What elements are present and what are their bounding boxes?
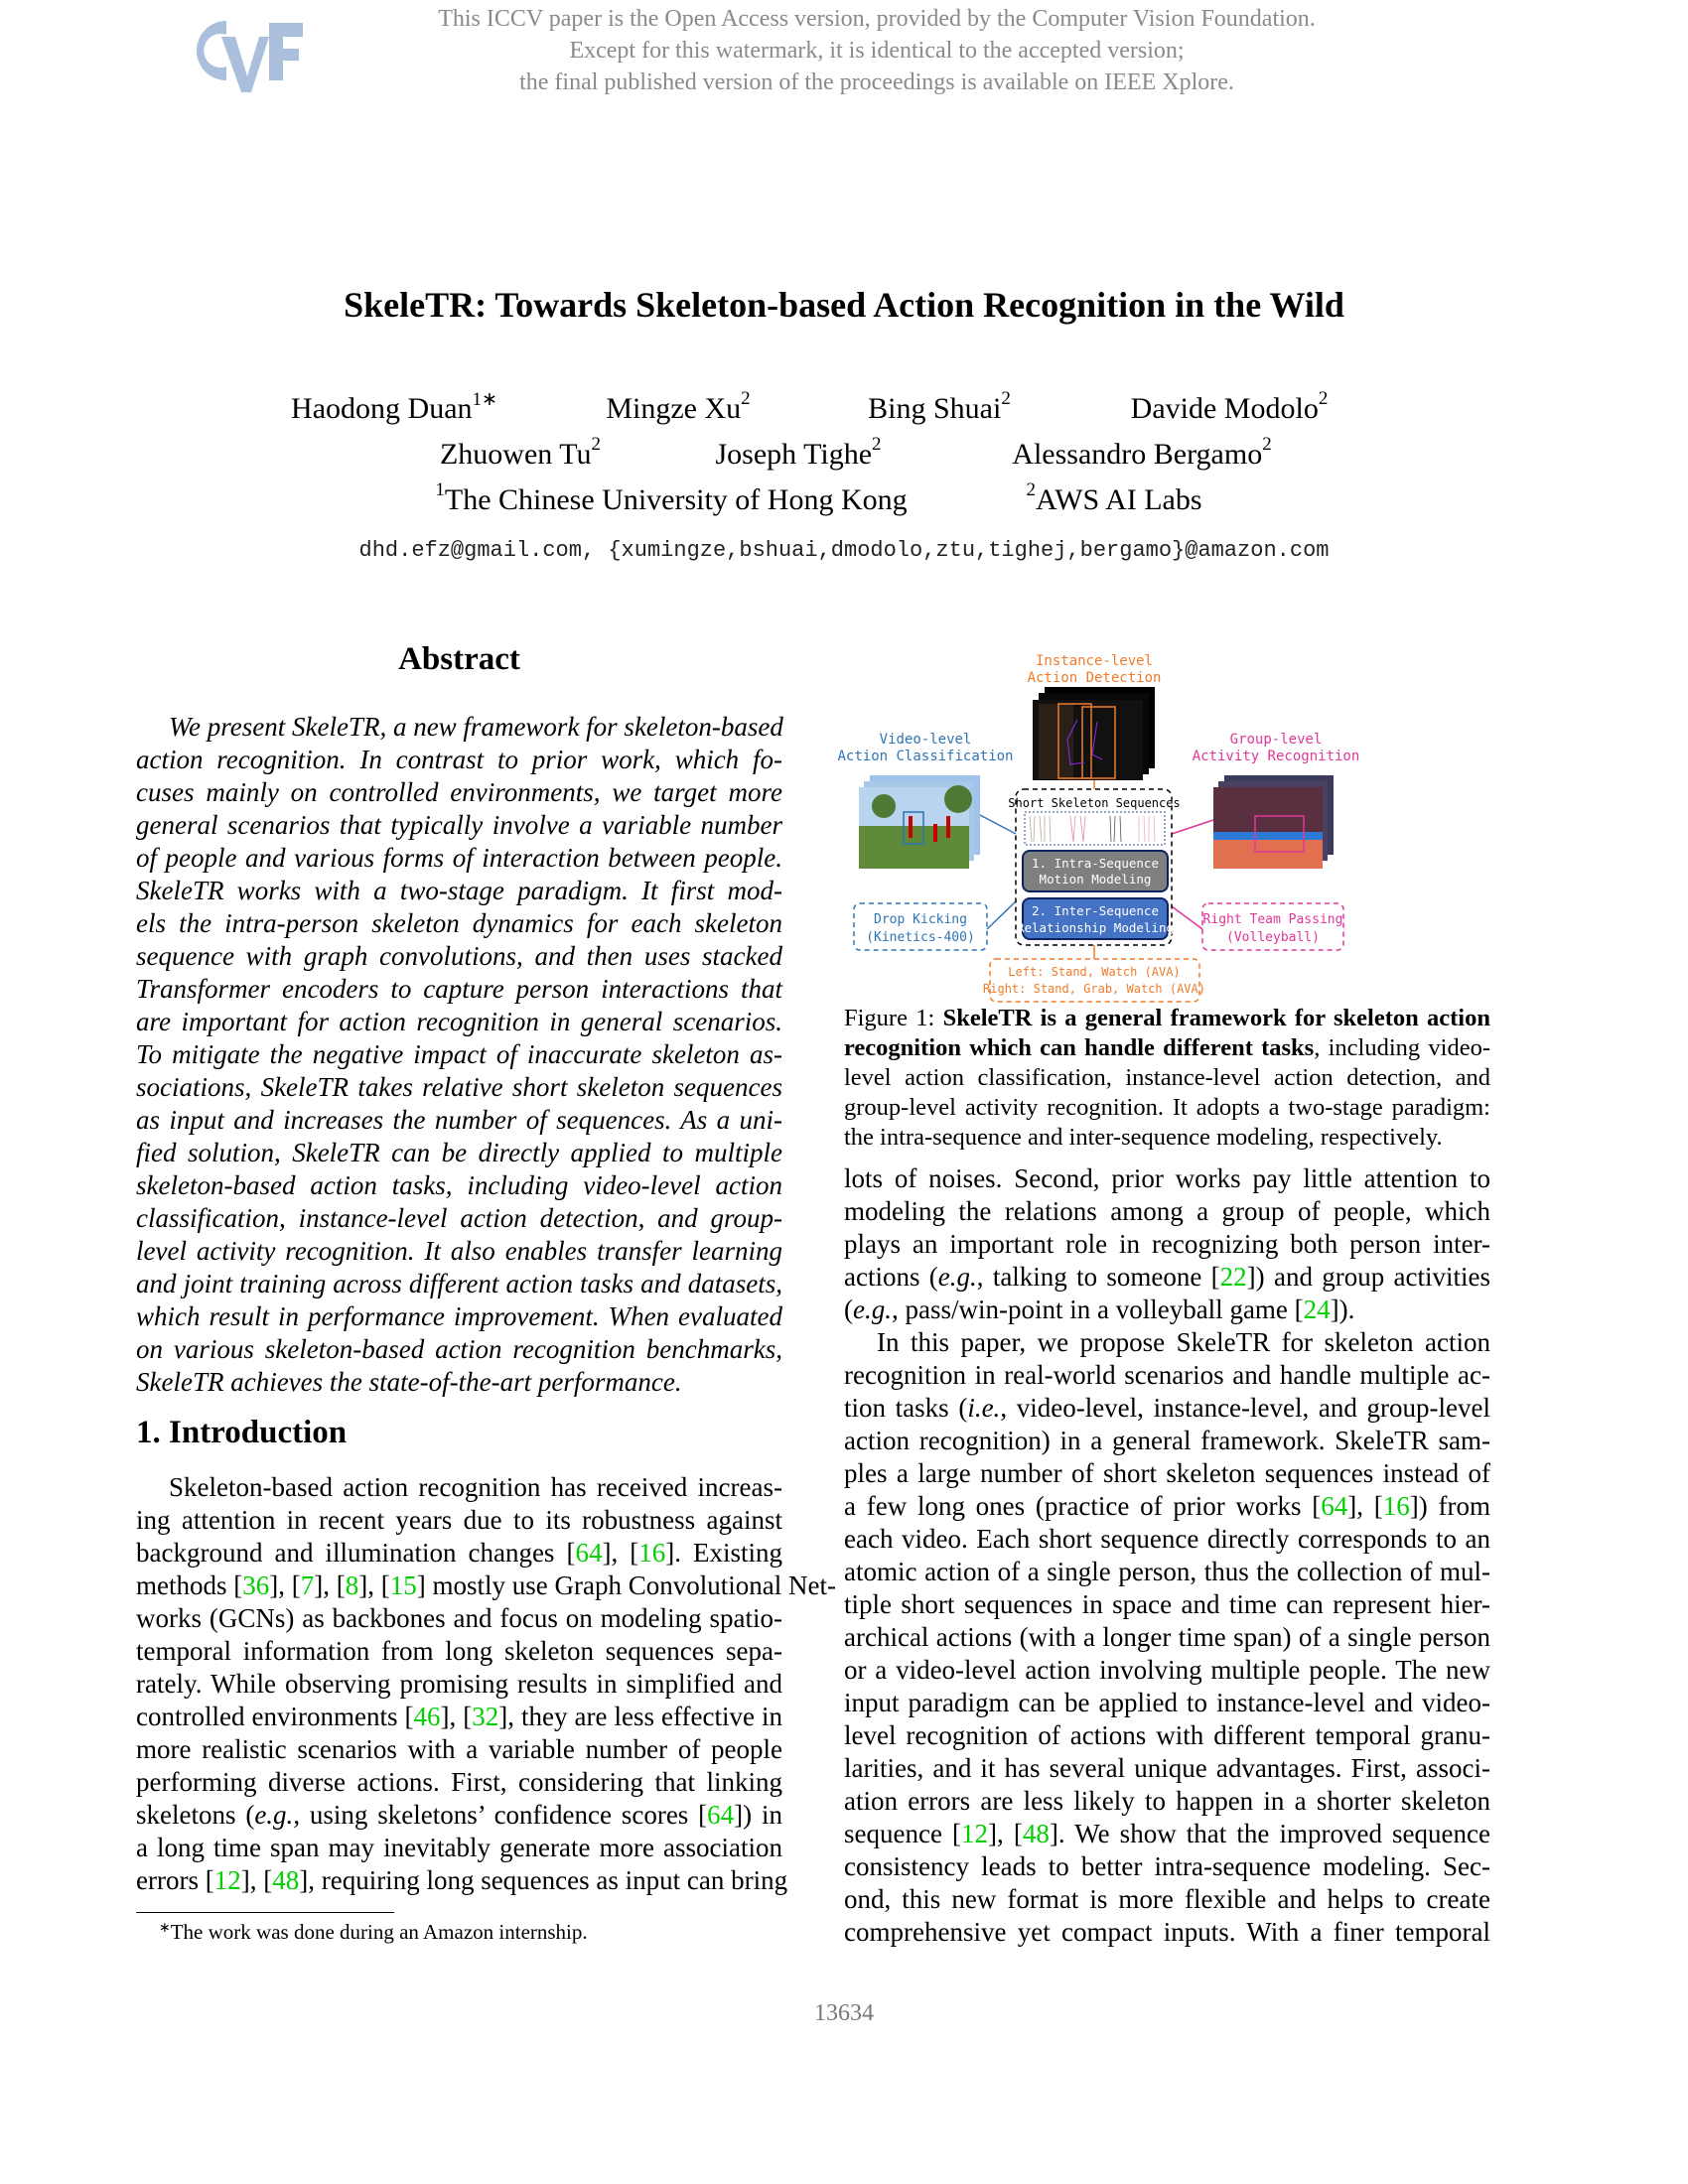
group-result: Right Team Passing <box>1202 912 1343 927</box>
author: Zhuowen Tu$^2$ <box>439 434 602 471</box>
affiliation: $^2$AWS AI Labs <box>1026 479 1202 516</box>
text-line: are important for action recognition in general scenarios. <box>136 1007 782 1036</box>
page-number: 13634 <box>814 2000 874 2026</box>
text-line: ples a large number of short skeleton sequences instead of <box>844 1458 1490 1488</box>
text-line: We present SkeleTR, a new framework for skeleton-based <box>169 712 783 742</box>
italic-text: e.g. <box>937 1262 977 1292</box>
text-line: which result in performance improvement. When evaluated <box>136 1301 782 1331</box>
figure-caption <box>844 1004 1490 1153</box>
italic-text: e.g. <box>853 1295 892 1324</box>
text-line: archical actions (with a longer time span) of a single person <box>844 1622 1490 1652</box>
stage1-label: Motion Modeling <box>1039 872 1152 887</box>
citation-link[interactable]: 48 <box>272 1865 300 1895</box>
citation-link[interactable]: 16 <box>638 1538 666 1568</box>
watermark-line: the final published version of the proceedings is available on IEEE Xplore. <box>519 69 1234 95</box>
citation-link[interactable]: 8 <box>345 1570 359 1600</box>
abstract-text <box>136 711 782 1399</box>
text-line: Skeleton-based action recognition has received increas- <box>169 1472 782 1502</box>
text-line: on various skeleton-based action recognition benchmarks, <box>136 1334 782 1364</box>
text-line: (e.g., pass/win-point in a volleyball game [24]). <box>844 1295 1355 1324</box>
text-line: and joint training across different action tasks and datasets, <box>136 1269 782 1298</box>
bold-text: SkeleTR is a general framework for skeleton action <box>942 1005 1490 1031</box>
short-seq-label: Short Skeleton Sequences <box>1008 796 1181 810</box>
author: Alessandro Bergamo$^2$ <box>1012 434 1272 471</box>
citation-link[interactable]: 12 <box>213 1865 241 1895</box>
text-line: each video. Each short sequence directly corresponds to an <box>844 1524 1490 1554</box>
author-emails: dhd.efz@gmail.com, {xumingze,bshuai,dmodolo,ztu,tighej,bergamo}@amazon.com <box>358 538 1330 563</box>
text-line: Figure 1: SkeleTR is a general framework for skeleton action <box>844 1005 1490 1031</box>
text-line: a few long ones (practice of prior works [64], [16]) from <box>844 1491 1490 1521</box>
text-line: as input and increases the number of sequences. As a uni- <box>136 1105 782 1135</box>
citation-link[interactable]: 24 <box>1303 1295 1331 1324</box>
stage2-label: Relationship Modeling <box>1016 920 1175 935</box>
text-line: level recognition of actions with different temporal granu- <box>844 1720 1490 1750</box>
text-line: methods [36], [7], [8], [15] mostly use Graph Convolutional Net- <box>136 1570 836 1600</box>
watermark-line: Except for this watermark, it is identical to the accepted version; <box>569 38 1185 64</box>
video-result: (Kinetics-400) <box>866 930 975 945</box>
instance-result: Left: Stand, Watch (AVA) <box>1008 965 1181 979</box>
text-line: action recognition) in a general framework. SkeleTR sam- <box>844 1426 1490 1455</box>
text-line: errors [12], [48], requiring long sequences as input can bring <box>136 1865 788 1895</box>
text-line: tiple short sequences in space and time can represent hier- <box>844 1589 1490 1619</box>
text-line: performing diverse actions. First, considering that linking <box>136 1767 782 1797</box>
stage2-label: 2. Inter-Sequence <box>1032 903 1159 918</box>
footnote: ∗The work was done during an Amazon internship. <box>159 1920 588 1944</box>
text-line: SkeleTR works with a two-stage paradigm. It first mod- <box>136 876 782 905</box>
text-line: fied solution, SkeleTR can be directly applied to multiple <box>136 1138 782 1167</box>
text-line: atomic action of a single person, thus the collection of mul- <box>844 1557 1490 1586</box>
group-title: Group-level <box>1229 732 1323 748</box>
text-line: larities, and it has several unique advantages. First, associ- <box>844 1753 1490 1783</box>
text-line: controlled environments [46], [32], they are less effective in <box>136 1702 783 1731</box>
citation-link[interactable]: 7 <box>300 1570 315 1600</box>
abstract-heading: Abstract <box>398 641 520 677</box>
video-image <box>859 775 980 869</box>
citation-link[interactable]: 64 <box>575 1538 603 1568</box>
watermark-line: This ICCV paper is the Open Access version, provided by the Computer Vision Foundation. <box>438 6 1316 32</box>
text-line: of people and various forms of interaction between people. <box>136 843 782 873</box>
text-line: group-level activity recognition. It adopts a two-stage paradigm: <box>844 1094 1490 1121</box>
instance-result: Right: Stand, Grab, Watch (AVA) <box>983 982 1205 996</box>
citation-link[interactable]: 15 <box>389 1570 417 1600</box>
figure-1 <box>834 635 1360 1008</box>
author: Joseph Tighe$^2$ <box>715 434 882 471</box>
video-result: Drop Kicking <box>874 912 967 927</box>
text-line: recognition which can handle different tasks, including video- <box>844 1034 1490 1061</box>
bold-text: recognition which can handle different tasks <box>844 1034 1315 1061</box>
instance-image <box>1033 687 1155 780</box>
text-line: a long time span may inevitably generate more association <box>136 1833 782 1862</box>
cvf-logo <box>182 15 306 94</box>
citation-link[interactable]: 32 <box>472 1702 499 1731</box>
citation-link[interactable]: 12 <box>961 1819 989 1848</box>
citation-link[interactable]: 64 <box>707 1800 735 1830</box>
group-title: Activity Recognition <box>1192 749 1360 764</box>
instance-title: Action Detection <box>1027 670 1162 686</box>
text-line: ation errors are less likely to happen in a shorter skeleton <box>844 1786 1490 1816</box>
text-line: recognition in real-world scenarios and handle multiple ac- <box>844 1360 1490 1390</box>
text-line: consistency leads to better intra-sequence modeling. Sec- <box>844 1851 1490 1881</box>
text-line: action recognition. In contrast to prior work, which fo- <box>136 745 782 774</box>
text-line: sequence [12], [48]. We show that the improved sequence <box>844 1819 1490 1848</box>
author: Haodong Duan$^{1∗}$ <box>291 389 497 425</box>
citation-link[interactable]: 48 <box>1022 1819 1050 1848</box>
text-line: ond, this new format is more flexible and helps to create <box>844 1884 1490 1914</box>
citation-link[interactable]: 46 <box>413 1702 441 1731</box>
text-line: rately. While observing promising results in simplified and <box>136 1669 782 1699</box>
author: Bing Shuai$^2$ <box>868 388 1011 425</box>
stage1-label: 1. Intra-Sequence <box>1032 856 1159 871</box>
video-title: Action Classification <box>837 749 1014 764</box>
citation-link[interactable]: 36 <box>242 1570 270 1600</box>
text-line: plays an important role in recognizing both person inter- <box>844 1229 1490 1259</box>
text-line: works (GCNs) as backbones and focus on modeling spatio- <box>136 1603 782 1633</box>
text-line: actions (e.g., talking to someone [22]) and group activities <box>844 1262 1490 1292</box>
text-line: background and illumination changes [64], [16]. Existing <box>136 1538 782 1568</box>
text-line: els the intra-person skeleton dynamics for each skeleton <box>136 908 782 938</box>
text-line: tion tasks (i.e., video-level, instance-level, and group-level <box>844 1393 1490 1423</box>
text-line: general scenarios that typically involve a variable number <box>136 810 782 840</box>
text-line: skeletons (e.g., using skeletons’ confidence scores [64]) in <box>136 1800 782 1830</box>
text-line: SkeleTR achieves the state-of-the-art performance. <box>136 1367 682 1397</box>
group-image <box>1213 775 1334 869</box>
text-line: In this paper, we propose SkeleTR for skeleton action <box>877 1327 1490 1357</box>
intro-text <box>136 1471 836 1897</box>
text-line: level action classification, instance-level action detection, and <box>844 1064 1490 1091</box>
author: Davide Modolo$^2$ <box>1130 388 1329 425</box>
italic-text: e.g. <box>254 1800 294 1830</box>
text-line: comprehensive yet compact inputs. With a finer temporal <box>844 1917 1490 1947</box>
author: Mingze Xu$^2$ <box>606 388 751 425</box>
text-line: temporal information from long skeleton sequences sepa- <box>136 1636 782 1666</box>
text-line: input paradigm can be applied to instance-level and video- <box>844 1688 1490 1717</box>
text-line: more realistic scenarios with a variable number of people <box>136 1734 782 1764</box>
text-line: classification, instance-level action detection, and group- <box>136 1203 782 1233</box>
text-line: sociations, SkeleTR takes relative short skeleton sequences <box>136 1072 782 1102</box>
text-line: sequence with graph convolutions, and then uses stacked <box>136 941 782 971</box>
citation-link[interactable]: 16 <box>1382 1491 1410 1521</box>
paper-title: SkeleTR: Towards Skeleton-based Action Recognition in the Wild <box>344 285 1344 325</box>
text-line: Transformer encoders to capture person interactions that <box>136 974 782 1004</box>
instance-title: Instance-level <box>1035 653 1154 669</box>
text-line: ing attention in recent years due to its robustness against <box>136 1505 782 1535</box>
text-line: lots of noises. Second, prior works pay little attention to <box>844 1163 1490 1193</box>
text-line: skeleton-based action tasks, including video-level action <box>136 1170 782 1200</box>
text-line: To mitigate the negative impact of inaccurate skeleton as- <box>136 1039 782 1069</box>
italic-text: i.e. <box>967 1393 1001 1423</box>
group-result: (Volleyball) <box>1226 930 1320 945</box>
citation-link[interactable]: 64 <box>1321 1491 1348 1521</box>
affiliation: $^1$The Chinese University of Hong Kong <box>435 479 908 516</box>
citation-link[interactable]: 22 <box>1219 1262 1247 1292</box>
video-title: Video-level <box>879 732 972 748</box>
text-line: or a video-level action involving multiple people. The new <box>844 1655 1490 1685</box>
text-line: the intra-sequence and inter-sequence modeling, respectively. <box>844 1124 1443 1151</box>
text-line: cuses mainly on controlled environments, we target more <box>136 777 782 807</box>
text-line: level activity recognition. It also enables transfer learning <box>136 1236 782 1266</box>
section-heading: 1. Introduction <box>136 1415 348 1450</box>
text-line: modeling the relations among a group of people, which <box>844 1196 1490 1226</box>
right-column-text <box>844 1162 1490 1949</box>
footnote-divider <box>136 1912 394 1913</box>
